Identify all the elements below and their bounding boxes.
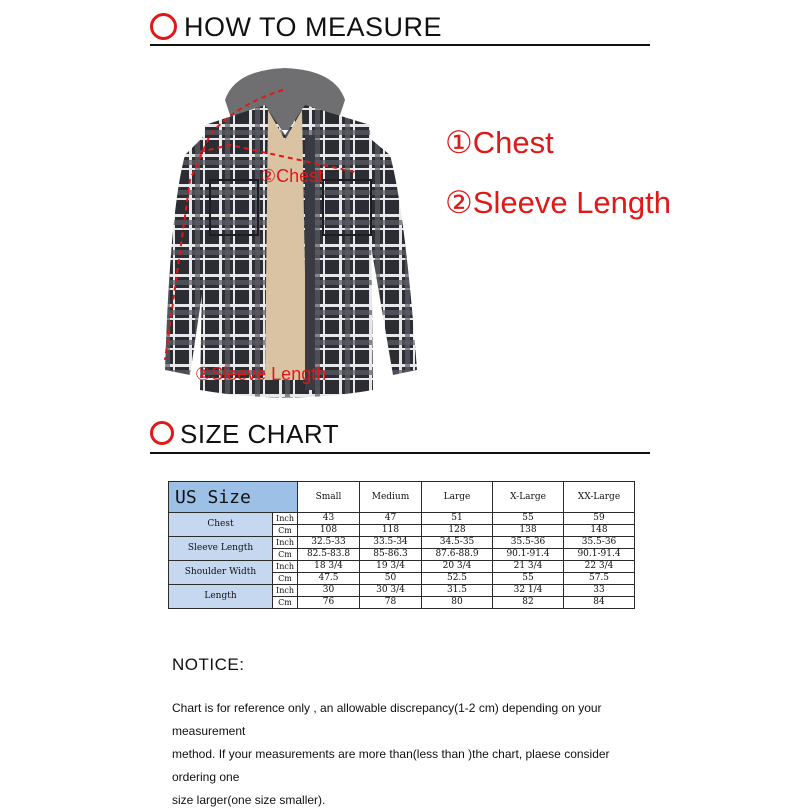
table-cell: 22 3/4 xyxy=(564,561,635,573)
table-cell: 47 xyxy=(360,513,422,525)
us-size-header: US Size xyxy=(169,482,298,513)
table-cell: 18 3/4 xyxy=(298,561,360,573)
measurement-label: Chest xyxy=(169,513,273,537)
table-cell: 87.6-88.9 xyxy=(422,549,493,561)
right-pocket-shape xyxy=(323,180,371,235)
size-column-header: XX-Large xyxy=(564,482,635,513)
table-cell: 19 3/4 xyxy=(360,561,422,573)
unit-label: Inch xyxy=(273,585,298,597)
chest-figure-label: ②Chest xyxy=(260,166,324,186)
table-cell: 50 xyxy=(360,573,422,585)
table-cell: 118 xyxy=(360,525,422,537)
table-cell: 34.5-35 xyxy=(422,537,493,549)
table-cell: 33 xyxy=(564,585,635,597)
measurement-label: Length xyxy=(169,585,273,609)
unit-label: Cm xyxy=(273,597,298,609)
sherpa-lining-shape xyxy=(265,110,307,380)
unit-label: Cm xyxy=(273,525,298,537)
table-cell: 85-86.3 xyxy=(360,549,422,561)
table-cell: 82 xyxy=(493,597,564,609)
table-cell: 108 xyxy=(298,525,360,537)
table-cell: 32.5-33 xyxy=(298,537,360,549)
red-circle-icon xyxy=(150,421,174,445)
table-cell: 33.5-34 xyxy=(360,537,422,549)
sleeve-figure-label: ②Sleeve Length xyxy=(195,364,327,384)
notice-title: NOTICE: xyxy=(172,655,245,674)
table-row xyxy=(169,561,635,573)
table-row xyxy=(169,585,635,597)
table-cell: 82.5-83.8 xyxy=(298,549,360,561)
table-cell: 84 xyxy=(564,597,635,609)
table-cell: 32 1/4 xyxy=(493,585,564,597)
size-chart-table xyxy=(168,481,635,609)
size-column-header: Large xyxy=(422,482,493,513)
table-row xyxy=(169,537,635,549)
table-cell: 90.1-91.4 xyxy=(564,549,635,561)
divider xyxy=(150,44,650,46)
table-cell: 57.5 xyxy=(564,573,635,585)
table-cell: 55 xyxy=(493,573,564,585)
notice-line: size larger(one size smaller). xyxy=(172,793,326,807)
table-cell: 30 xyxy=(298,585,360,597)
unit-label: Cm xyxy=(273,573,298,585)
table-cell: 55 xyxy=(493,513,564,525)
notice-body xyxy=(172,697,642,812)
table-cell: 128 xyxy=(422,525,493,537)
notice-line: Chart is for reference only , an allowable discrepancy(1-2 cm) depending on your measurement xyxy=(172,701,602,738)
table-cell: 138 xyxy=(493,525,564,537)
divider xyxy=(150,452,650,454)
table-row xyxy=(169,513,635,525)
table-cell: 52.5 xyxy=(422,573,493,585)
unit-label: Inch xyxy=(273,513,298,525)
table-cell: 90.1-91.4 xyxy=(493,549,564,561)
how-to-measure-header xyxy=(150,6,650,46)
measurement-label: Shoulder Width xyxy=(169,561,273,585)
section-title: SIZE CHART xyxy=(180,419,340,449)
table-cell: 31.5 xyxy=(422,585,493,597)
jacket-illustration xyxy=(155,60,425,405)
table-cell: 47.5 xyxy=(298,573,360,585)
table-cell: 51 xyxy=(422,513,493,525)
table-cell: 21 3/4 xyxy=(493,561,564,573)
notice-line: method. If your measurements are more than(less than )the chart, plaese consider ordering one xyxy=(172,747,610,784)
legend-sleeve-length: ②Sleeve Length xyxy=(445,185,672,220)
red-circle-icon xyxy=(150,13,177,40)
unit-label: Cm xyxy=(273,549,298,561)
unit-label: Inch xyxy=(273,561,298,573)
size-chart-header xyxy=(150,416,650,456)
table-cell: 76 xyxy=(298,597,360,609)
table-cell: 148 xyxy=(564,525,635,537)
size-column-header: Small xyxy=(298,482,360,513)
table-cell: 35.5-36 xyxy=(564,537,635,549)
size-column-header: Medium xyxy=(360,482,422,513)
legend-chest: ①Chest xyxy=(445,125,554,160)
table-header-row xyxy=(169,482,635,513)
section-title: HOW TO MEASURE xyxy=(184,12,443,42)
table-cell: 80 xyxy=(422,597,493,609)
table-cell: 78 xyxy=(360,597,422,609)
table-cell: 43 xyxy=(298,513,360,525)
left-pocket-shape xyxy=(210,180,258,235)
unit-label: Inch xyxy=(273,537,298,549)
measurement-label: Sleeve Length xyxy=(169,537,273,561)
table-cell: 30 3/4 xyxy=(360,585,422,597)
table-cell: 59 xyxy=(564,513,635,525)
size-column-header: X-Large xyxy=(493,482,564,513)
table-cell: 20 3/4 xyxy=(422,561,493,573)
table-cell: 35.5-36 xyxy=(493,537,564,549)
